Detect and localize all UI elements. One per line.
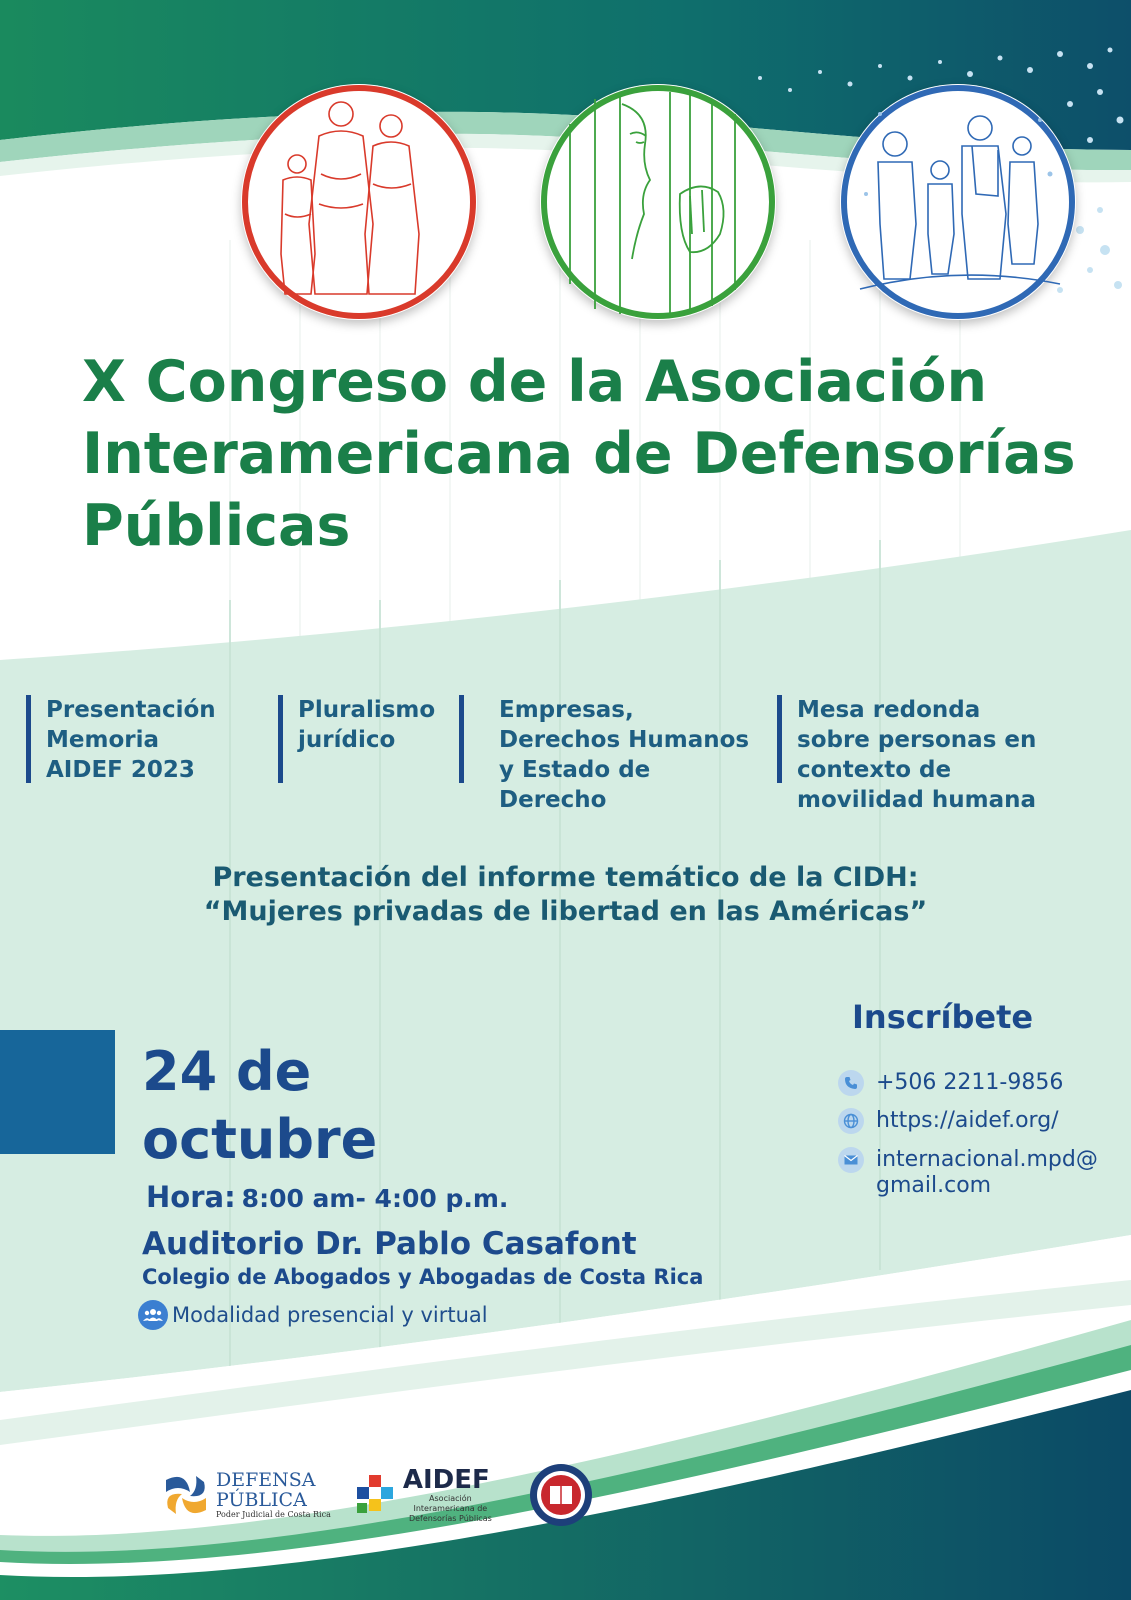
topic-movilidad — [777, 695, 1037, 813]
date-line-2: octubre — [142, 1108, 378, 1171]
aidef-logo-icon — [355, 1473, 399, 1517]
aidef-sub: Asociación Interamericana de Defensorías Públicas — [408, 1494, 492, 1523]
modality-text: Modalidad presencial y virtual — [172, 1303, 488, 1327]
topic-text: Presentación — [46, 697, 216, 723]
topic-text: Derecho — [499, 787, 607, 813]
topic-memoria — [26, 695, 216, 783]
globe-icon — [838, 1108, 864, 1134]
people-icon — [138, 1300, 168, 1330]
cidh-presentation — [0, 861, 1131, 929]
contact-website[interactable] — [838, 1108, 1059, 1134]
hora-label: Hora: — [146, 1180, 236, 1214]
event-date — [142, 1038, 377, 1174]
topic-text: Empresas, — [499, 697, 634, 723]
date-line-1: 24 de — [142, 1040, 312, 1103]
email-line-1: internacional.mpd@ — [876, 1147, 1098, 1172]
event-college: Colegio de Abogados y Abogadas de Costa Rica — [142, 1265, 704, 1289]
title-line-2: Interamericana de Defensorías — [82, 421, 1076, 487]
hora-value: 8:00 am- 4:00 p.m. — [241, 1184, 509, 1213]
aidef-name: AIDEF — [402, 1465, 490, 1495]
title-line-3: Públicas — [82, 493, 351, 559]
title-line-1: X Congreso de la Asociación — [82, 349, 988, 415]
mail-icon — [838, 1147, 864, 1173]
topic-text: movilidad humana — [797, 787, 1036, 813]
topic-text: Derechos Humanos — [499, 727, 750, 753]
event-modality — [138, 1300, 488, 1330]
cidh-line-1: Presentación del informe temático de la CIDH: — [212, 862, 919, 893]
topic-text: y Estado de — [499, 757, 651, 783]
event-time — [146, 1180, 508, 1214]
topic-pluralismo — [278, 695, 435, 783]
topic-divider — [459, 695, 464, 783]
email-line-2: gmail.com — [876, 1173, 992, 1198]
defensa-line-2: PÚBLICA — [216, 1489, 307, 1511]
topic-text: jurídico — [298, 727, 396, 753]
defensa-sub: Poder Judicial de Costa Rica — [216, 1510, 331, 1519]
aidef-logo — [355, 1466, 498, 1524]
colegio-seal-icon — [528, 1462, 594, 1528]
contact-phone[interactable] — [838, 1070, 1063, 1096]
topic-text: contexto de — [797, 757, 952, 783]
topic-text: AIDEF 2023 — [46, 757, 195, 783]
defensa-publica-logo-icon — [160, 1470, 212, 1520]
contact-email[interactable] — [838, 1147, 1098, 1199]
congress-title — [82, 346, 1102, 562]
registration-heading: Inscríbete — [852, 998, 1034, 1036]
website-text: https://aidef.org/ — [876, 1108, 1059, 1133]
event-venue: Auditorio Dr. Pablo Casafont — [142, 1226, 637, 1262]
topic-text: Pluralismo — [298, 697, 436, 723]
women-illustration-circle — [241, 84, 477, 320]
migrants-illustration-circle — [840, 84, 1076, 320]
topic-empresas — [459, 695, 750, 813]
phone-icon — [838, 1070, 864, 1096]
topic-text: sobre personas en — [797, 727, 1037, 753]
phone-text: +506 2211-9856 — [876, 1070, 1064, 1095]
defensa-line-1: DEFENSA — [216, 1469, 316, 1491]
prison-bars-illustration-circle — [540, 84, 776, 320]
topic-text: Mesa redonda — [797, 697, 981, 723]
defensa-publica-logo — [160, 1470, 331, 1520]
cidh-line-2: “Mujeres privadas de libertad en las Américas” — [203, 896, 928, 927]
topic-text: Memoria — [46, 727, 160, 753]
date-accent-block — [0, 1030, 115, 1154]
sponsor-logos — [160, 1455, 594, 1535]
